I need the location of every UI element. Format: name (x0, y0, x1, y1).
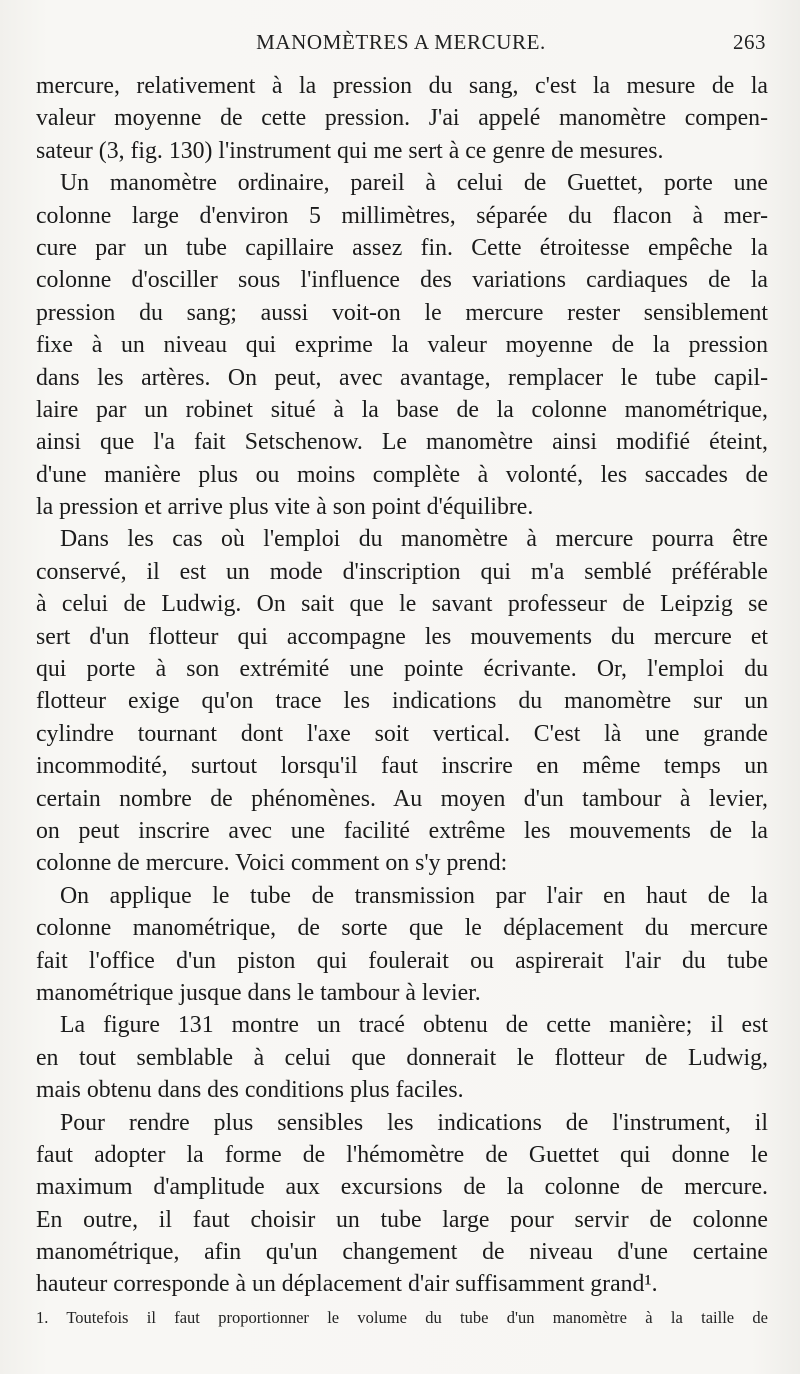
text-line: fait l'office d'un piston qui foulerait ou aspirerait l'air du tube (36, 947, 768, 974)
text-line: incommodité, surtout lorsqu'il faut inscrire en même temps un (36, 753, 768, 780)
page-number: 263 (733, 30, 766, 54)
text-line: pression du sang; aussi voit-on le mercure rester sensiblement (36, 299, 768, 326)
text-line: manométrique, afin qu'un changement de niveau d'une certaine (36, 1239, 768, 1266)
text-line: colonne manométrique, de sorte que le déplacement du mercure (36, 915, 768, 942)
text-line: Dans les cas où l'emploi du manomètre à mercure pourra être (60, 526, 768, 553)
text-line: mais obtenu dans des conditions plus faciles. (36, 1077, 464, 1104)
paragraph (36, 523, 768, 879)
text-line: colonne de mercure. Voici comment on s'y prend: (36, 850, 508, 877)
text-line: certain nombre de phénomènes. Au moyen d'un tambour à levier, (36, 785, 768, 812)
text-line: manométrique jusque dans le tambour à levier. (36, 979, 481, 1006)
text-line: la pression et arrive plus vite à son point d'équilibre. (36, 494, 534, 521)
text-line: conservé, il est un mode d'inscription qui m'a semblé préférable (36, 558, 768, 585)
text-line: cylindre tournant dont l'axe soit vertical. C'est là une grande (36, 720, 768, 747)
text-line: faut adopter la forme de l'hémomètre de Guettet qui donne le (36, 1141, 768, 1168)
text-line: laire par un robinet situé à la base de la colonne manométrique, (36, 396, 768, 423)
text-line: en tout semblable à celui que donnerait le flotteur de Ludwig, (36, 1044, 768, 1071)
text-line: En outre, il faut choisir un tube large pour servir de colonne (36, 1206, 768, 1233)
text-line: mercure, relativement à la pression du sang, c'est la mesure de la (36, 73, 768, 99)
paragraph (36, 1107, 768, 1301)
text-line: on peut inscrire avec une facilité extrême les mouvements de la (36, 817, 768, 844)
text-line: Un manomètre ordinaire, pareil à celui de Guettet, porte une (60, 170, 768, 197)
text-line: sert d'un flotteur qui accompagne les mouvements du mercure et (36, 623, 768, 650)
text-line: dans les artères. On peut, avec avantage, remplacer le tube capil- (36, 364, 768, 391)
page-header (36, 30, 766, 62)
text-line: sateur (3, fig. 130) l'instrument qui me sert à ce genre de mesures. (36, 137, 664, 164)
text-line: qui porte à son extrémité une pointe écrivante. Or, l'emploi du (36, 656, 768, 683)
paragraph (36, 70, 768, 167)
text-line: Pour rendre plus sensibles les indications de l'instrument, il (60, 1109, 768, 1136)
text-line: colonne d'osciller sous l'influence des variations cardiaques de la (36, 267, 768, 294)
text-line: flotteur exige qu'on trace les indications du manomètre sur un (36, 688, 768, 715)
text-line: maximum d'amplitude aux excursions de la colonne de mercure. (36, 1174, 768, 1201)
paragraph (36, 1009, 768, 1106)
text-line: ainsi que l'a fait Setschenow. Le manomètre ainsi modifié éteint, (36, 429, 768, 456)
text-line: hauteur corresponde à un déplacement d'air suffisamment grand¹. (36, 1271, 658, 1298)
text-line: fixe à un niveau qui exprime la valeur moyenne de la pression (36, 332, 768, 359)
body-text (36, 70, 768, 1301)
text-line: à celui de Ludwig. On sait que le savant professeur de Leipzig se (36, 591, 768, 618)
text-line: On applique le tube de transmission par l'air en haut de la (60, 882, 768, 909)
running-head: MANOMÈTRES A MERCURE. (256, 30, 546, 54)
paragraph (36, 167, 768, 523)
paragraph (36, 880, 768, 1010)
text-line: colonne large d'environ 5 millimètres, séparée du flacon à mer- (36, 202, 768, 229)
text-line: valeur moyenne de cette pression. J'ai appelé manomètre compen- (36, 105, 768, 132)
text-line: cure par un tube capillaire assez fin. Cette étroitesse empêche la (36, 234, 768, 261)
text-line: d'une manière plus ou moins complète à volonté, les saccades de (36, 461, 768, 488)
text-line: La figure 131 montre un tracé obtenu de cette manière; il est (60, 1012, 768, 1039)
footnote: 1. Toutefois il faut proportionner le volume du tube d'un manomètre à la taille de (36, 1308, 768, 1327)
